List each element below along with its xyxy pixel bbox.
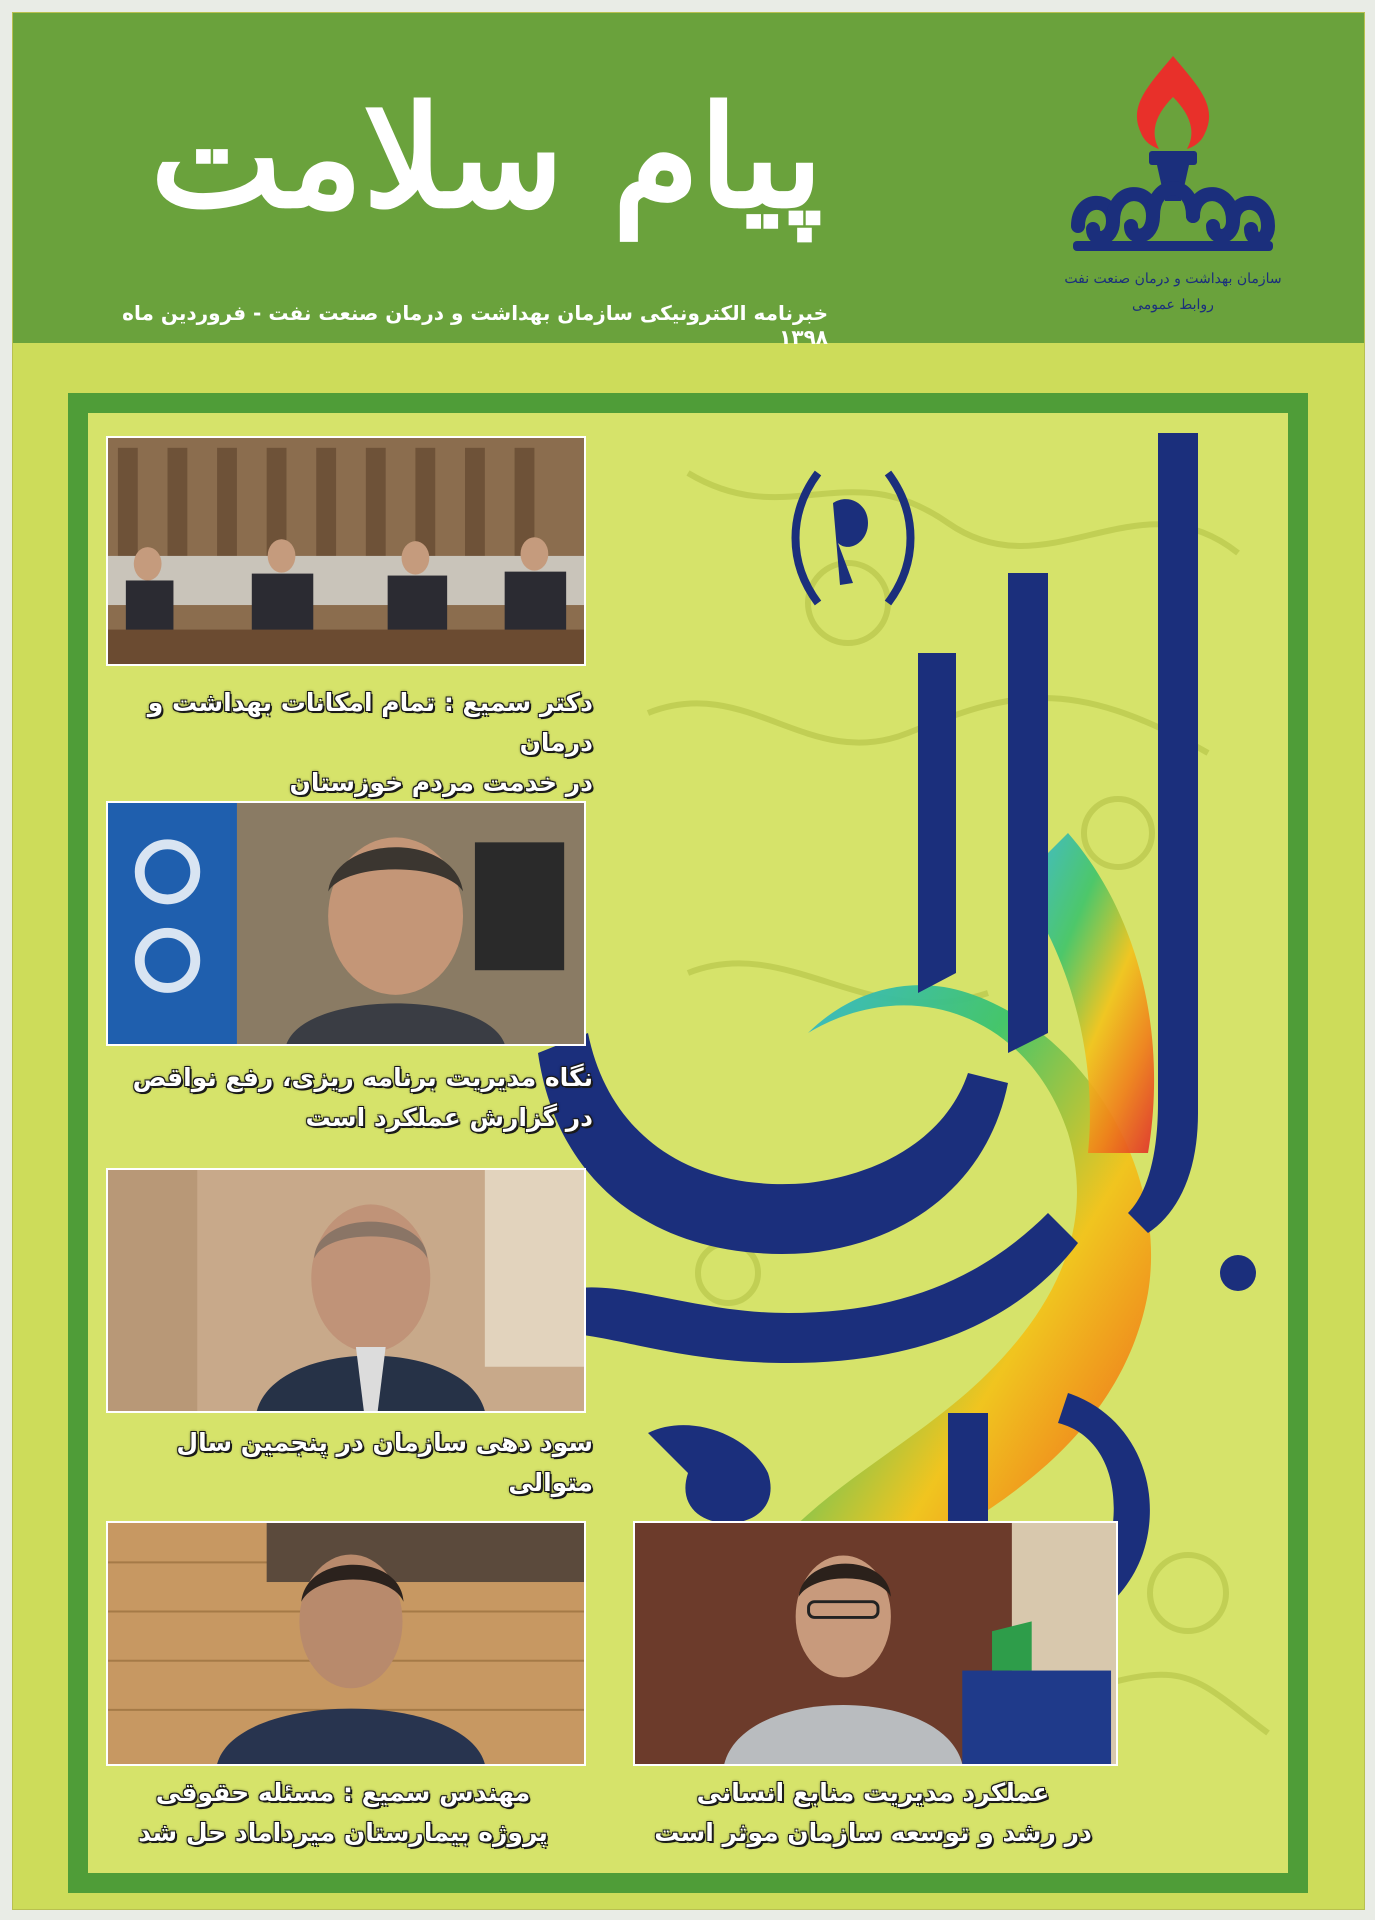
article-caption-4[interactable] <box>93 1773 593 1853</box>
article-photo-portrait-5[interactable] <box>633 1521 1118 1766</box>
article-photo-portrait-4[interactable] <box>106 1521 586 1766</box>
article-3-line-1: سود دهی سازمان در پنجمین سال متوالی <box>176 1428 593 1497</box>
portrait-photo-icon <box>635 1523 1116 1764</box>
article-4-line-1: مهندس سمیع : مسئله حقوقی <box>155 1778 531 1807</box>
logo-caption-org: سازمان بهداشت و درمان صنعت نفت <box>1064 271 1282 287</box>
portrait-photo-icon <box>108 1170 584 1411</box>
article-5-line-1: عملکرد مدیریت منابع انسانی <box>696 1778 1050 1807</box>
article-1-line-2: در خدمت مردم خوزستان <box>289 768 593 797</box>
logo-caption-pr: روابط عمومی <box>1132 297 1214 313</box>
article-photo-meeting[interactable] <box>106 436 586 666</box>
newsletter-title: پیام سلامت <box>150 76 823 240</box>
article-2-line-1: نگاه مدیریت برنامه ریزی، رفع نواقص <box>132 1063 593 1092</box>
portrait-photo-icon <box>108 803 584 1044</box>
meeting-photo-icon <box>108 438 584 664</box>
newsletter-subtitle: خبرنامه الکترونیکی سازمان بهداشت و درمان صنعت نفت - فروردین ماه ۱۳۹۸ <box>122 301 828 349</box>
nioc-logo <box>1053 51 1293 321</box>
article-2-line-2: در گزارش عملکرد است <box>305 1103 593 1132</box>
article-caption-3[interactable] <box>93 1423 593 1503</box>
portrait-photo-icon <box>108 1523 584 1764</box>
oil-company-emblem-icon <box>1053 51 1293 266</box>
article-1-line-1: دکتر سمیع : تمام امکانات بهداشت و درمان <box>147 688 593 757</box>
header-band <box>13 13 1364 349</box>
article-caption-5[interactable] <box>623 1773 1123 1853</box>
article-photo-portrait-3[interactable] <box>106 1168 586 1413</box>
article-5-line-2: در رشد و توسعه سازمان موثر است <box>654 1818 1092 1847</box>
article-caption-2[interactable] <box>93 1058 593 1138</box>
article-4-line-2: پروژه بیمارستان میرداماد حل شد <box>138 1818 548 1847</box>
article-caption-1[interactable] <box>93 683 593 803</box>
newsletter-cover <box>12 12 1365 1910</box>
article-photo-portrait-2[interactable] <box>106 801 586 1046</box>
